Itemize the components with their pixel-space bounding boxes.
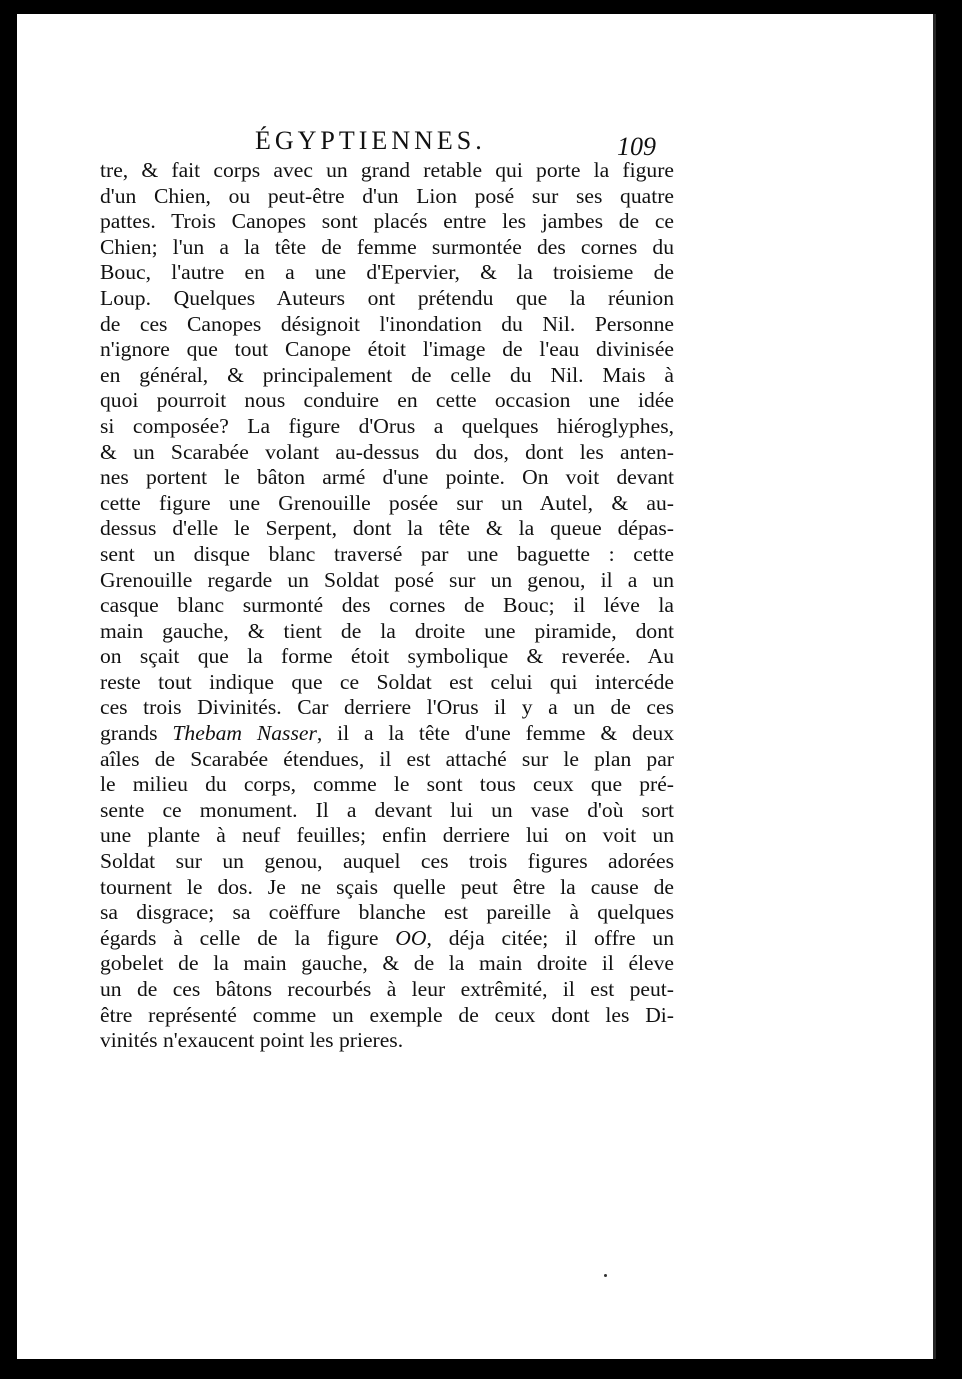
text-line: le milieu du corps, comme le sont tous ceux que pré- [100,772,674,797]
body-text [100,158,674,1054]
text-line: une plante à neuf feuilles; enfin derriere lui on voit un [100,823,674,848]
text-line: tournent le dos. Je ne sçais quelle peut être la cause de [100,874,674,899]
text-line-last: vinités n'exaucent point les prieres. [100,1028,404,1053]
paper-speck [604,1274,607,1277]
text-line: être représenté comme un exemple de ceux dont les Di- [100,1002,674,1027]
text-line: sa disgrace; sa coëffure blanche est pareille à quelques [100,900,674,925]
text-line: sente ce monument. Il a devant lui un vase d'où sort [100,797,674,822]
text-line: n'ignore que tout Canope étoit l'image de l'eau divinisée [100,337,674,362]
text-line: un de ces bâtons recourbés à leur extrêmité, il est peut- [100,977,674,1001]
text-line: nes portent le bâton armé d'une pointe. On voit devant [100,465,674,490]
text-line: en général, & principalement de celle du Nil. Mais à [100,362,674,387]
text-line: dessus d'elle le Serpent, dont la tête & la queue dépas- [100,516,674,541]
page-edge [933,14,936,1359]
text-line: casque blanc surmonté des cornes de Bouc; il léve la [100,593,674,618]
text-line: Loup. Quelques Auteurs ont prétendu que la réunion [100,285,674,310]
text-line: main gauche, & tient de la droite une piramide, dont [100,618,674,643]
text-segment: , déja citée; il offre un [426,925,675,950]
text-segment: , il a la tête d'une femme & deux [316,721,674,746]
italic-term: OO [395,925,427,950]
page-number: 109 [617,132,656,161]
running-title: ÉGYPTIENNES. [255,126,486,155]
text-line: si composée? La figure d'Orus a quelques hiéroglyphes, [100,413,674,438]
text-line: & un Scarabée volant au-dessus du dos, dont les anten- [100,439,674,464]
text-line: ces trois Divinités. Car derriere l'Orus il y a un de ces [100,695,674,720]
text-line: Grenouille regarde un Soldat posé sur un genou, il a un [100,567,674,592]
text-line: tre, & fait corps avec un grand retable qui porte la figure [100,158,674,182]
text-line-with-italic [100,721,674,747]
text-segment: grands [100,721,173,746]
text-segment: égards à celle de la figure [100,925,396,950]
text-line: aîles de Scarabée étendues, il est attaché sur le plan par [100,746,674,771]
text-line: gobelet de la main gauche, & de la main droite il éleve [100,951,674,976]
text-line: de ces Canopes désignoit l'inondation du Nil. Personne [100,311,674,336]
text-line-with-italic [100,926,674,952]
text-line: reste tout indique que ce Soldat est celui qui intercéde [100,669,674,694]
italic-term: Thebam Nasser [172,721,317,746]
text-line: quoi pourroit nous conduire en cette occasion une idée [100,388,674,413]
text-line: cette figure une Grenouille posée sur un Autel, & au- [100,490,674,515]
text-line: Bouc, l'autre en a une d'Epervier, & la troisieme de [100,260,674,285]
text-line: pattes. Trois Canopes sont placés entre les jambes de ce [100,209,674,234]
text-line: Chien; l'un a la tête de femme surmontée des cornes du [100,234,674,259]
text-line: sent un disque blanc traversé par une baguette : cette [100,541,674,566]
text-line: on sçait que la forme étoit symbolique & reverée. Au [100,644,674,669]
book-page [17,14,933,1359]
text-line: Soldat sur un genou, auquel ces trois figures adorées [100,849,674,874]
text-line: d'un Chien, ou peut-être d'un Lion posé sur ses quatre [100,183,674,208]
